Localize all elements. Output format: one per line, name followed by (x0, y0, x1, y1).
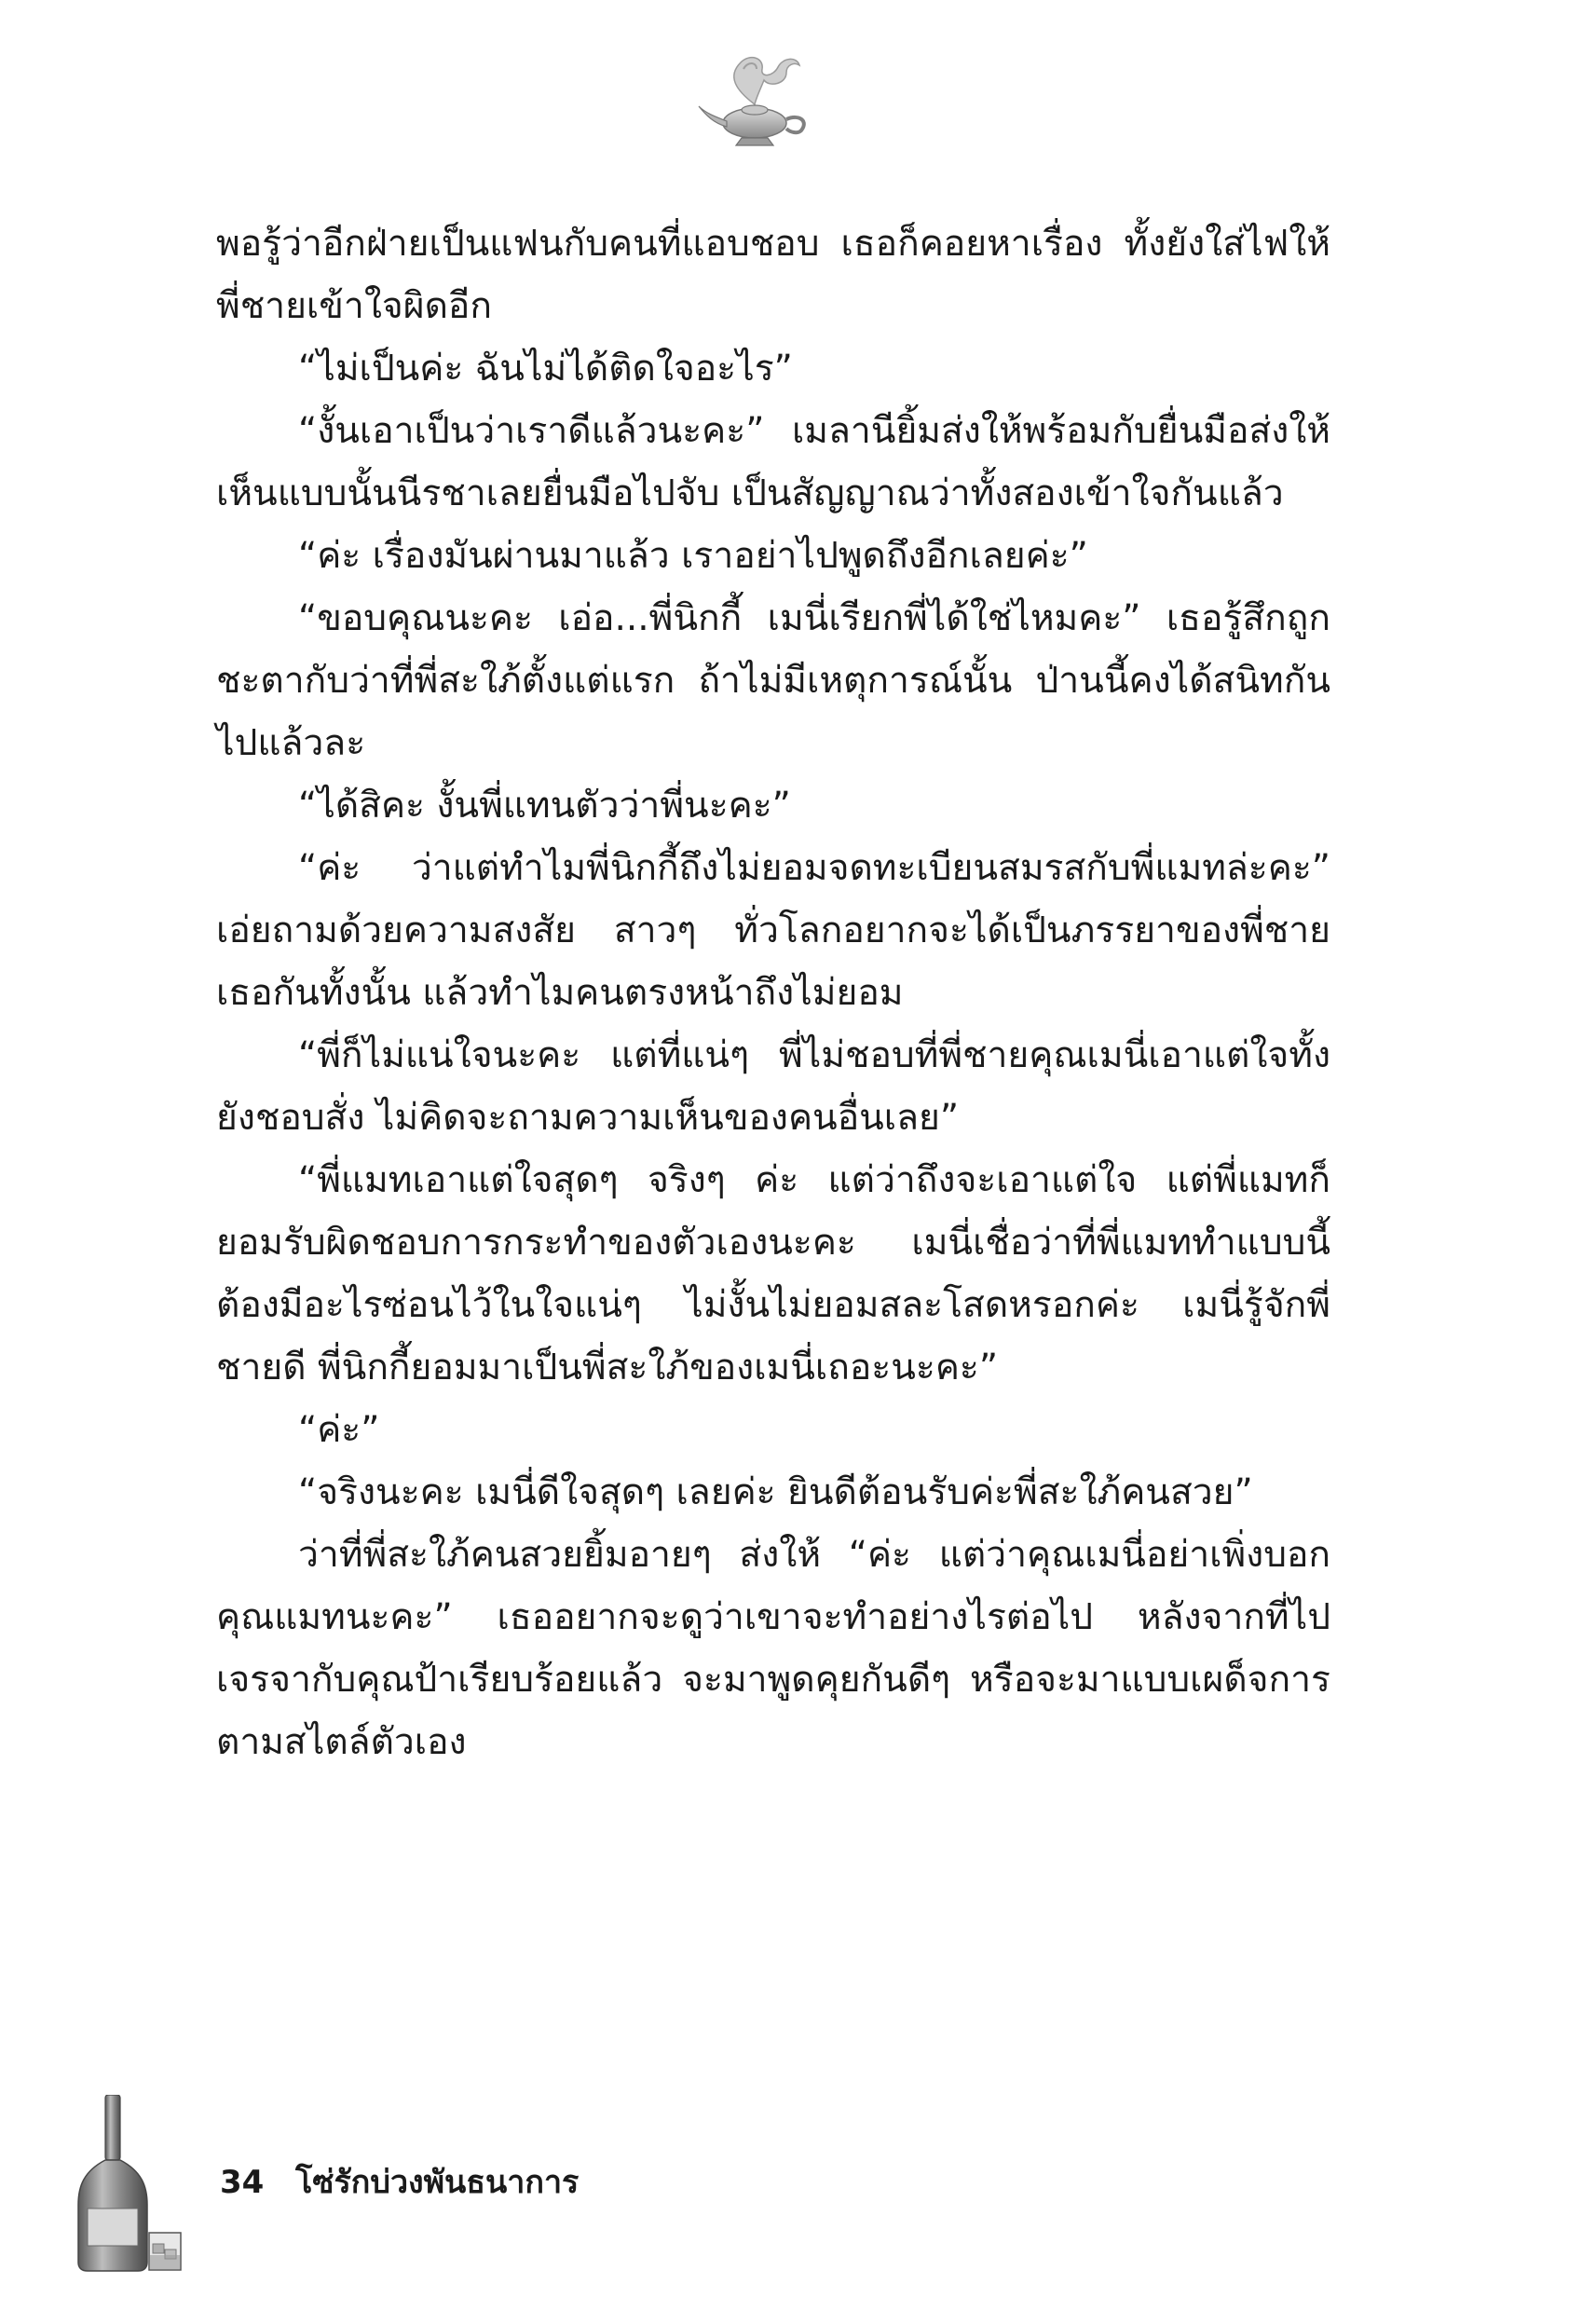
body-text (216, 212, 1330, 1773)
paragraph-10: “ค่ะ” (298, 1409, 380, 1451)
paragraph-2: “ไม่เป็นค่ะ ฉันไม่ได้ติดใจอะไร” (298, 348, 793, 390)
paragraph-6: “ได้สิคะ งั้นพี่แทนตัวว่าพี่นะคะ” (298, 785, 791, 827)
book-title: โซ่รักบ่วงพันธนาการ (295, 2164, 580, 2201)
paragraph-7: “ค่ะ ว่าแต่ทำไมพี่นิกกี้ถึงไม่ยอมจดทะเบียนสมรสกับพี่แมทล่ะคะ” เอ่ยถามด้วยความสงสัย สาวๆ ทั่วโลกอยากจะได้เป็นภรรยาของพี่ชายเธอกันทั้งนั้น แล้วทำไมคนตรงหน้าถึงไม่ยอม (216, 847, 1330, 1014)
genie-lamp-icon (689, 48, 820, 151)
paragraph-4: “ค่ะ เรื่องมันผ่านมาแล้ว เราอย่าไปพูดถึงอีกเลยค่ะ” (298, 535, 1088, 577)
paragraph-3: “งั้นเอาเป็นว่าเราดีแล้วนะคะ” เมลานียิ้มส่งให้พร้อมกับยื่นมือส่งให้ เห็นแบบนั้นนีรชาเลยยื่นมือไปจับ เป็นสัญญาณว่าทั้งสองเข้าใจกันแล้ว (216, 410, 1330, 514)
paragraph-5: “ขอบคุณนะคะ เอ่อ...พี่นิกกี้ เมนี่เรียกพี่ได้ใช่ไหมคะ” เธอรู้สึกถูกชะตากับว่าที่พี่สะใภ้ตั้งแต่แรก ถ้าไม่มีเหตุการณ์นั้น ป่านนี้คงได้สนิทกันไปแล้วละ (216, 597, 1330, 764)
paragraph-1: พอรู้ว่าอีกฝ่ายเป็นแฟนกับคนที่แอบชอบ เธอก็คอยหาเรื่อง ทั้งยังใส่ไฟให้พี่ชายเข้าใจผิดอีก (216, 223, 1330, 327)
paragraph-12: ว่าที่พี่สะใภ้คนสวยยิ้มอายๆ ส่งให้ “ค่ะ แต่ว่าคุณเมนี่อย่าเพิ่งบอกคุณแมทนะคะ” เธออยากจะดูว่าเขาจะทำอย่างไรต่อไป หลังจากที่ไปเจรจากับคุณป้าเรียบร้อยแล้ว จะมาพูดคุยกันดีๆ หรือจะมาแบบเผด็จการตามสไตล์ตัวเอง (216, 1534, 1330, 1763)
paragraph-9: “พี่แมทเอาแต่ใจสุดๆ จริงๆ ค่ะ แต่ว่าถึงจะเอาแต่ใจ แต่พี่แมทก็ยอมรับผิดชอบการกระทำของตัวเองนะคะ เมนี่เชื่อว่าที่พี่แมททำแบบนี้ต้องมีอะไรซ่อนไว้ในใจแน่ๆ ไม่งั้นไม่ยอมสละโสดหรอกค่ะ เมนี่รู้จักพี่ชายดี พี่นิกกี้ยอมมาเป็นพี่สะใภ้ของเมนี่เถอะนะคะ” (216, 1159, 1330, 1388)
paragraph-11: “จริงนะคะ เมนี่ดีใจสุดๆ เลยค่ะ ยินดีต้อนรับค่ะพี่สะใภ้คนสวย” (298, 1471, 1253, 1513)
page-number: 34 (220, 2164, 265, 2201)
paragraph-8: “พี่ก็ไม่แน่ใจนะคะ แต่ที่แน่ๆ พี่ไม่ชอบที่พี่ชายคุณเมนี่เอาแต่ใจทั้งยังชอบสั่ง ไม่คิดจะถามความเห็นของคนอื่นเลย” (216, 1034, 1330, 1139)
page-footer (220, 2154, 579, 2210)
liquor-bottle-and-glass-icon (75, 2095, 186, 2272)
